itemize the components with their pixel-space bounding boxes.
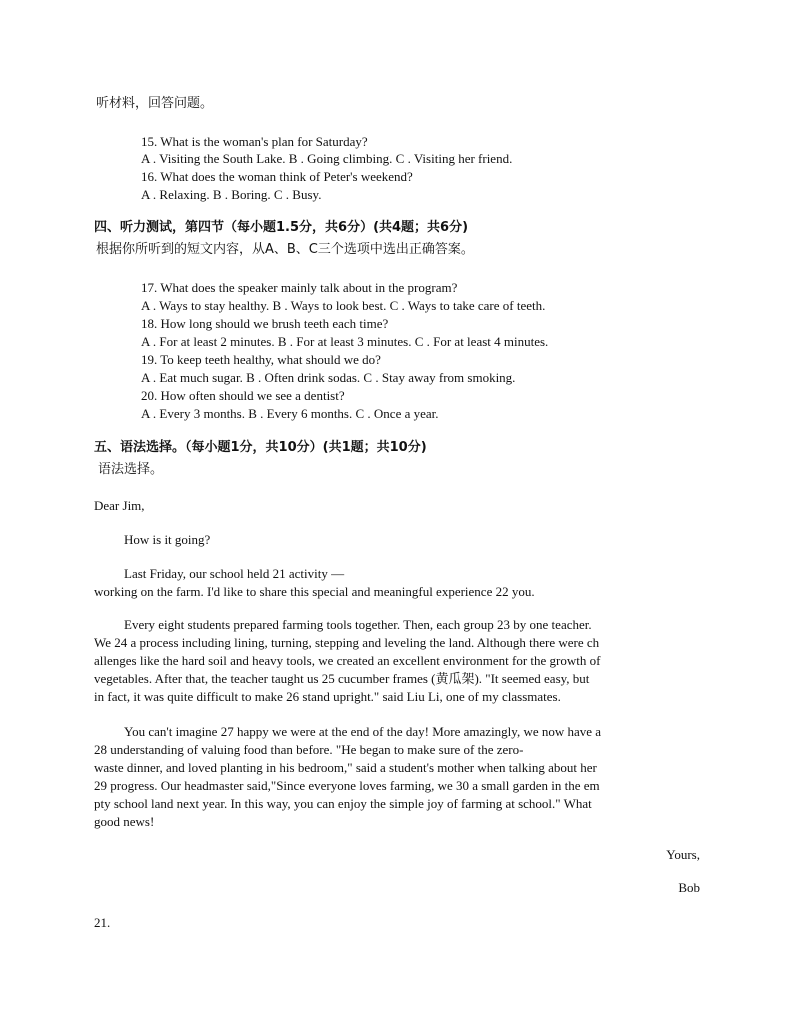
question-line: 20. How often should we see a dentist? (141, 388, 345, 403)
letter-closing: Yours, (666, 847, 700, 862)
options-line: A . Ways to stay healthy. B . Ways to look best. C . Ways to take care of teeth. (141, 298, 546, 313)
letter-line: Every eight students prepared farming tools together. Then, each group 23 by one teacher. (124, 617, 592, 632)
section5-heading: 五、语法选择。（每小题1分，共10分）(共1题；共10分) (94, 440, 427, 455)
section4-instruction: 根据你所听到的短文内容，从A、B、C三个选项中选出正确答案。 (96, 242, 474, 257)
letter-line: good news! (94, 814, 155, 829)
options-line: A . For at least 2 minutes. B . For at least 3 minutes. C . For at least 4 minutes. (141, 334, 549, 349)
letter-line: pty school land next year. In this way, you can enjoy the simple joy of farming at school." What (94, 796, 592, 811)
letter-paragraph-1: How is it going? (124, 532, 211, 547)
options-line: A . Every 3 months. B . Every 6 months. C . Once a year. (141, 406, 439, 421)
letter-line: You can't imagine 27 happy we were at the end of the day! More amazingly, we now have a (124, 724, 602, 739)
letter-line: 28 understanding of valuing food than before. "He began to make sure of the zero- (94, 742, 524, 757)
letter-line: 29 progress. Our headmaster said,"Since everyone loves farming, we 30 a small garden in the em (94, 778, 600, 793)
question-line: 15. What is the woman's plan for Saturday? (141, 134, 368, 149)
letter-line: vegetables. After that, the teacher taught us 25 cucumber frames (黄瓜架). "It seemed easy, but (94, 671, 590, 686)
letter-greeting: Dear Jim, (94, 498, 145, 513)
question-line: 16. What does the woman think of Peter's weekend? (141, 169, 413, 184)
section5-instruction: 语法选择。 (98, 462, 164, 477)
section4-heading: 四、听力测试，第四节（每小题1.5分，共6分）(共4题；共6分) (94, 220, 469, 235)
options-line: A . Eat much sugar. B . Often drink sodas. C . Stay away from smoking. (141, 370, 516, 385)
answer-label: 21. (94, 915, 111, 930)
letter-line: We 24 a process including lining, turning, stepping and leveling the land. Although there were ch (94, 635, 600, 650)
letter-line: Last Friday, our school held 21 activity — (124, 566, 345, 581)
letter-line: in fact, it was quite difficult to make 26 stand upright." said Liu Li, one of my classmates. (94, 689, 561, 704)
intro-line: 听材料，回答问题。 (96, 96, 214, 111)
options-line: A . Visiting the South Lake. B . Going climbing. C . Visiting her friend. (141, 151, 513, 166)
question-line: 19. To keep teeth healthy, what should we do? (141, 352, 381, 367)
options-line: A . Relaxing. B . Boring. C . Busy. (141, 187, 322, 202)
letter-line: working on the farm. I'd like to share this special and meaningful experience 22 you. (94, 584, 535, 599)
letter-signature: Bob (678, 880, 700, 895)
letter-line: waste dinner, and loved planting in his bedroom," said a student's mother when talking about her (94, 760, 597, 775)
question-line: 17. What does the speaker mainly talk about in the program? (141, 280, 458, 295)
question-line: 18. How long should we brush teeth each time? (141, 316, 389, 331)
letter-line: allenges like the hard soil and heavy tools, we created an excellent environment for the growth of (94, 653, 601, 668)
